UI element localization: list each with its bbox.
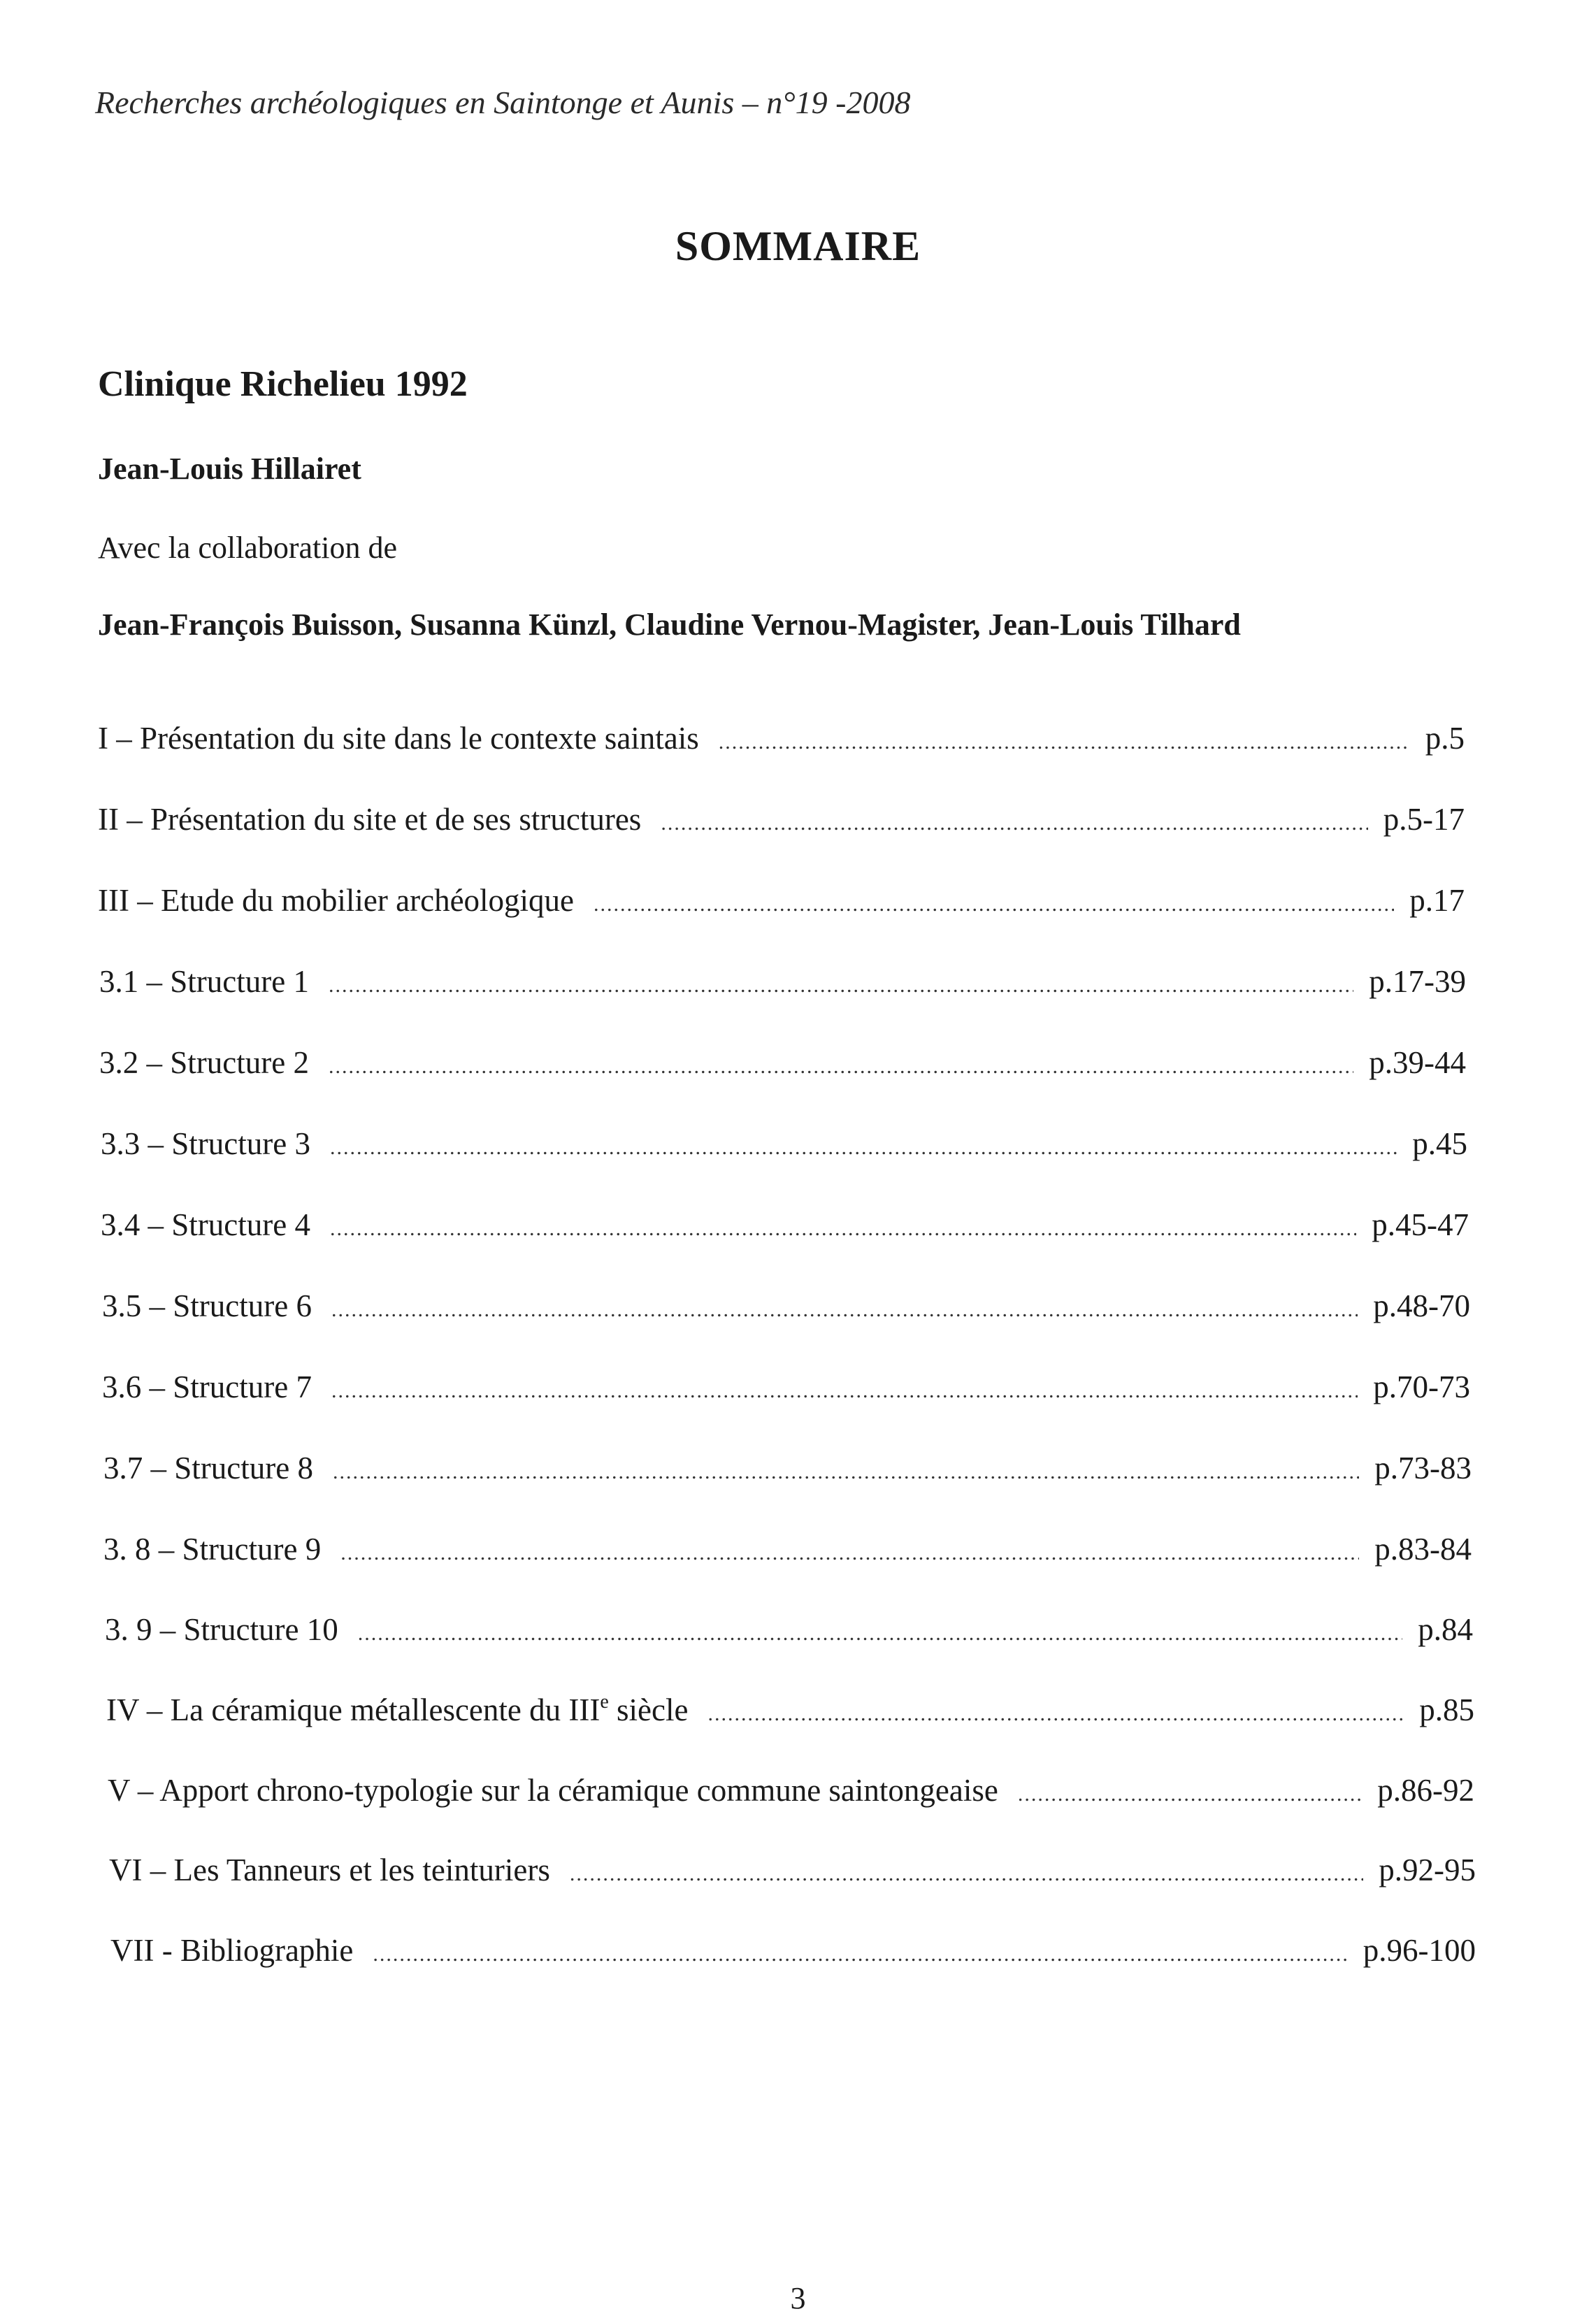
toc-entry [101,1207,1469,1243]
toc-entry-label: I – Présentation du site dans le contexte saintais [98,721,699,756]
page-number: 3 [790,2281,806,2315]
toc-entry-label: 3.5 – Structure 6 [102,1288,312,1323]
toc-entry [102,1288,1470,1324]
toc-entry-label: III – Etude du mobilier archéologique [98,883,575,918]
toc-entry [109,1852,1476,1888]
toc-entry-page: p.45 [1412,1126,1467,1161]
journal-header: Recherches archéologiques en Saintonge et Aunis – n°19 -2008 [95,85,911,120]
toc-entry-page: p.17-39 [1369,964,1466,999]
toc-entry [102,1369,1470,1405]
toc-entry-label: VII - Bibliographie [110,1933,354,1968]
toc-entry-label: VI – Les Tanneurs et les teinturiers [109,1853,550,1887]
toc-entry [105,1611,1473,1648]
leader-dots [570,1862,1363,1886]
leader-dots [331,1379,1358,1403]
leader-dots [1018,1783,1362,1806]
toc-entry-page: p.48-70 [1373,1288,1470,1323]
toc-entry [103,1531,1472,1567]
toc-entry [103,1450,1472,1486]
leader-dots [719,731,1410,754]
toc-entry [98,720,1465,756]
collaboration-intro: Avec la collaboration de [98,531,397,565]
page-title: SOMMAIRE [675,223,921,269]
toc-entry-page: p.84 [1418,1612,1473,1647]
toc-entry-label: 3.4 – Structure 4 [101,1207,310,1242]
toc-entry-label-main: IV – La céramique métallescente du III [106,1692,601,1727]
toc-entry-label: 3.7 – Structure 8 [103,1451,313,1486]
toc-entry [99,1044,1466,1081]
leader-dots [330,1217,1356,1241]
toc-entry [101,1125,1467,1162]
toc-entry-label: V – Apport chrono-typologie sur la céramique commune saintongeaise [108,1773,998,1808]
toc-entry-label: 3.6 – Structure 7 [102,1369,312,1404]
leader-dots [373,1943,1347,1966]
toc-entry-label: 3. 8 – Structure 9 [103,1532,322,1567]
leader-dots [331,1298,1358,1322]
toc-entry-page: p.70-73 [1373,1369,1470,1404]
superscript-e: e [600,1691,609,1713]
leader-dots [594,893,1394,916]
toc-entry-page: p.85 [1419,1692,1474,1727]
toc-entry-label-end: siècle [608,1692,689,1727]
toc-entry [106,1692,1474,1728]
toc-entry-page: p.39-44 [1369,1045,1466,1080]
article-author: Jean-Louis Hillairet [98,452,361,486]
toc-entry-page: p.86-92 [1377,1773,1474,1808]
toc-entry [110,1932,1476,1969]
toc-entry-page: p.5 [1425,721,1465,756]
toc-entry-label: 3.2 – Structure 2 [99,1045,309,1080]
toc-entry-label: II – Présentation du site et de ses structures [98,802,642,837]
toc-entry-label: 3.3 – Structure 3 [101,1126,310,1161]
toc-entry-page: p.83-84 [1374,1532,1472,1567]
toc-entry-label: 3. 9 – Structure 10 [105,1612,338,1647]
toc-entry-page: p.92-95 [1379,1853,1476,1887]
toc-entry-page: p.96-100 [1363,1933,1476,1968]
leader-dots [661,812,1367,835]
toc-entry [98,801,1465,837]
toc-entry-page: p.73-83 [1374,1451,1472,1486]
toc-entry-label [106,1692,688,1728]
article-title: Clinique Richelieu 1992 [98,364,468,404]
toc-entry-page: p.45-47 [1372,1207,1469,1242]
toc-entry-page: p.5-17 [1383,802,1465,837]
toc-entry [108,1772,1474,1808]
leader-dots [333,1460,1359,1484]
collaborators-list: Jean-François Buisson, Susanna Künzl, Claudine Vernou-Magister, Jean-Louis Tilhard [98,607,1241,642]
leader-dots [330,1136,1397,1160]
leader-dots [329,1055,1353,1079]
toc-entry-label: 3.1 – Structure 1 [99,964,309,999]
leader-dots [358,1622,1403,1646]
leader-dots [340,1541,1359,1565]
toc-entry [98,882,1465,919]
leader-dots [329,974,1353,998]
leader-dots [707,1702,1404,1726]
toc-entry [99,963,1466,1000]
toc-entry-page: p.17 [1409,883,1465,918]
